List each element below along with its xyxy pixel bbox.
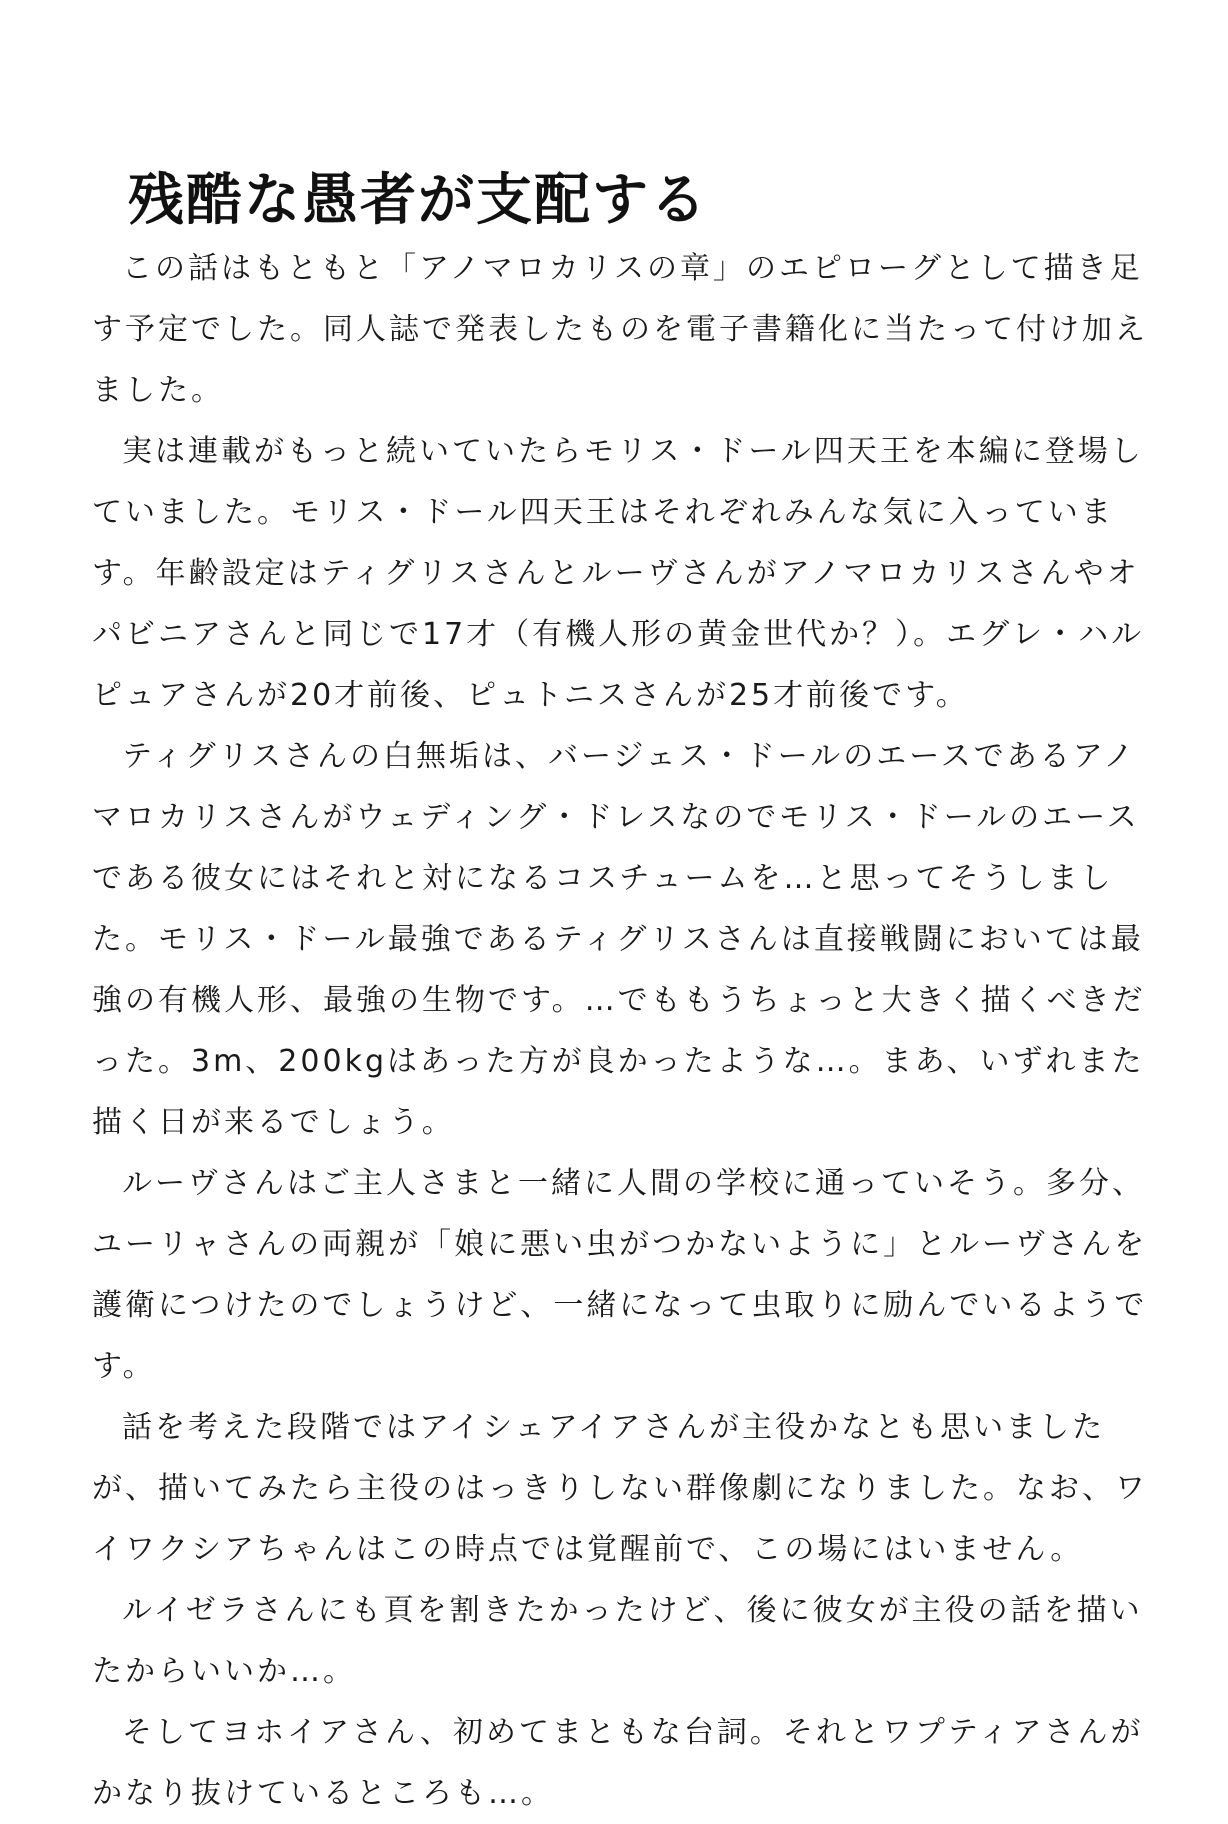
page-title: 残酷な愚者が支配する [128, 167, 708, 233]
afterword-body [92, 238, 1156, 1824]
paragraph: ルーヴさんはご主人さまと一緒に人間の学校に通っていそう。多分、ユーリャさんの両親が「娘に悪い虫がつかないように」とルーヴさんを護衛につけたのでしょうけど、一緒になって虫取りに励んでいるようです。 [92, 1166, 1148, 1384]
paragraph: ティグリスさんの白無垢は、バージェス・ドールのエースであるアノマロカリスさんがウェディング・ドレスなのでモリス・ドールのエースである彼女にはそれと対になるコスチュームを…と思ってそうしました。モリス・ドール最強であるティグリスさんは直接戦闘においては最強の有機人形、最強の生物です。…でももうちょっと大きく描くべきだった。3m、200kgはあった方が良かったような…。まあ、いずれまた描く日が来るでしょう。 [92, 739, 1146, 1140]
paragraph: そしてヨホイアさん、初めてまともな台詞。それとワプティアさんがかなり抜けているところも…。 [92, 1715, 1144, 1811]
paragraph: 話を考えた段階ではアイシェアイアさんが主役かなとも思いましたが、描いてみたら主役のはっきりしない群像劇になりました。なお、ワイワクシアちゃんはこの時点では覚醒前で、この場にはいません。 [92, 1410, 1148, 1567]
paragraph: ルイゼラさんにも頁を割きたかったけど、後に彼女が主役の話を描いたからいいか…。 [92, 1593, 1143, 1689]
paragraph: この話はもともと「アノマロカリスの章」のエピローグとして描き足す予定でした。同人誌で発表したものを電子書籍化に当たって付け加えました。 [92, 251, 1148, 408]
paragraph: 実は連載がもっと続いていたらモリス・ドール四天王を本編に登場していました。モリス・ドール四天王はそれぞれみんな気に入っています。年齢設定はティグリスさんとルーヴさんがアノマロカリスさんやオパビニアさんと同じで17才（有機人形の黄金世代か？）。エグレ・ハルピュアさんが20才前後、ピュトニスさんが25才前後です。 [92, 434, 1145, 713]
